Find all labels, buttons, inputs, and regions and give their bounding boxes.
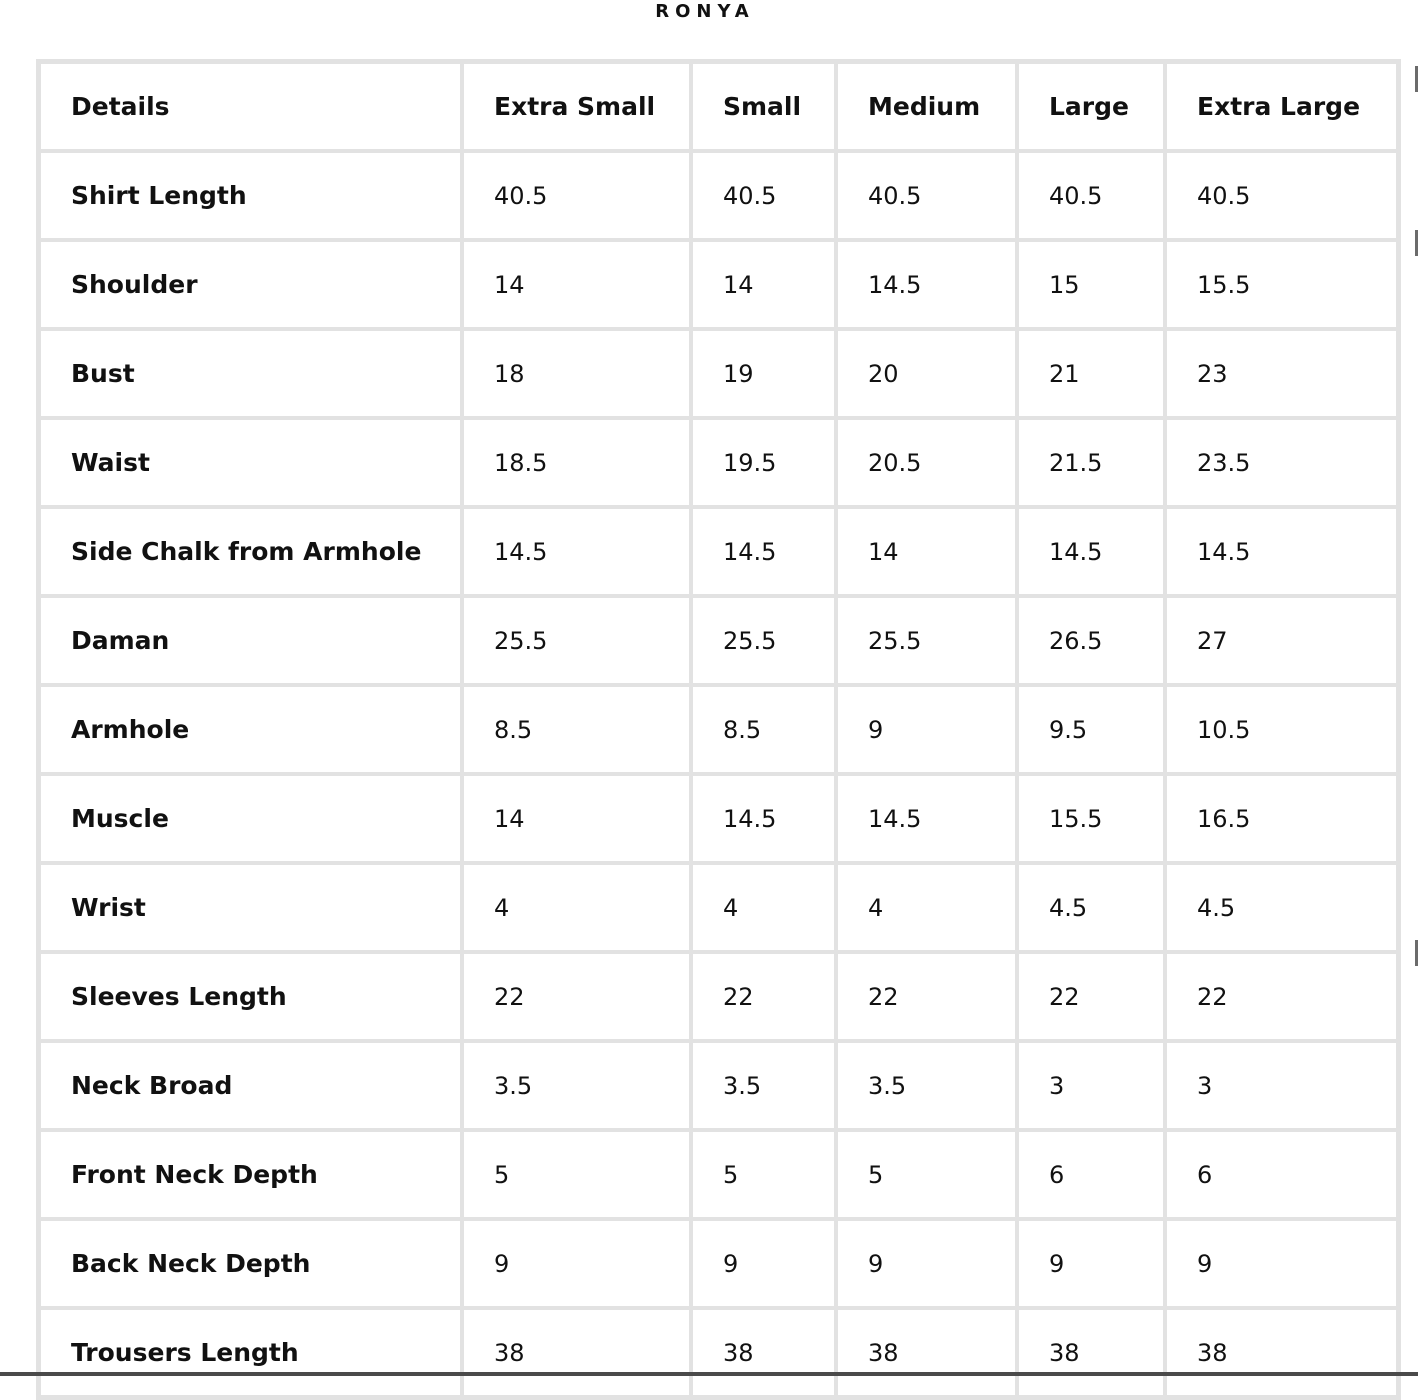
table-cell: 6 xyxy=(1167,1132,1396,1217)
table-cell: 14.5 xyxy=(464,509,689,594)
table-cell: 25.5 xyxy=(838,598,1015,683)
row-label: Daman xyxy=(41,598,460,683)
column-header-extra-large: Extra Large xyxy=(1167,64,1396,149)
table-row xyxy=(41,1043,1396,1128)
table-cell: 25.5 xyxy=(693,598,834,683)
table-cell: 14 xyxy=(693,242,834,327)
table-cell: 4.5 xyxy=(1019,865,1163,950)
table-cell: 9.5 xyxy=(1019,687,1163,772)
table-cell: 38 xyxy=(464,1310,689,1395)
row-label: Shoulder xyxy=(41,242,460,327)
table-cell: 23 xyxy=(1167,331,1396,416)
table-cell: 3 xyxy=(1167,1043,1396,1128)
table-row xyxy=(41,687,1396,772)
table-cell: 8.5 xyxy=(693,687,834,772)
table-cell: 14.5 xyxy=(838,776,1015,861)
table-cell: 3 xyxy=(1019,1043,1163,1128)
table-cell: 9 xyxy=(1019,1221,1163,1306)
table-cell: 40.5 xyxy=(693,153,834,238)
row-label: Neck Broad xyxy=(41,1043,460,1128)
table-cell: 15.5 xyxy=(1019,776,1163,861)
table-cell: 9 xyxy=(1167,1221,1396,1306)
table-cell: 5 xyxy=(693,1132,834,1217)
row-label: Shirt Length xyxy=(41,153,460,238)
row-label: Muscle xyxy=(41,776,460,861)
table-cell: 14.5 xyxy=(1019,509,1163,594)
table-row xyxy=(41,153,1396,238)
table-cell: 9 xyxy=(838,687,1015,772)
size-chart xyxy=(36,59,1376,1400)
table-cell: 22 xyxy=(1167,954,1396,1039)
table-cell: 22 xyxy=(1019,954,1163,1039)
table-row xyxy=(41,242,1396,327)
table-cell: 40.5 xyxy=(838,153,1015,238)
table-cell: 40.5 xyxy=(1019,153,1163,238)
table-cell: 9 xyxy=(838,1221,1015,1306)
table-cell: 40.5 xyxy=(1167,153,1396,238)
table-cell: 9 xyxy=(464,1221,689,1306)
window-bottom-edge xyxy=(0,1372,1418,1376)
table-row xyxy=(41,865,1396,950)
table-row xyxy=(41,1132,1396,1217)
table-cell: 14.5 xyxy=(693,776,834,861)
table-row xyxy=(41,420,1396,505)
table-cell: 20 xyxy=(838,331,1015,416)
row-label: Waist xyxy=(41,420,460,505)
table-cell: 18.5 xyxy=(464,420,689,505)
table-cell: 22 xyxy=(464,954,689,1039)
column-header-medium: Medium xyxy=(838,64,1015,149)
table-cell: 9 xyxy=(693,1221,834,1306)
table-cell: 22 xyxy=(838,954,1015,1039)
table-cell: 40.5 xyxy=(464,153,689,238)
table-cell: 15.5 xyxy=(1167,242,1396,327)
row-label: Front Neck Depth xyxy=(41,1132,460,1217)
column-header-details: Details xyxy=(41,64,460,149)
table-cell: 19.5 xyxy=(693,420,834,505)
row-label: Back Neck Depth xyxy=(41,1221,460,1306)
brand-logo: RONYA xyxy=(655,1,755,22)
table-row xyxy=(41,509,1396,594)
table-cell: 23.5 xyxy=(1167,420,1396,505)
table-cell: 3.5 xyxy=(838,1043,1015,1128)
table-cell: 26.5 xyxy=(1019,598,1163,683)
table-cell: 14 xyxy=(838,509,1015,594)
table-row xyxy=(41,776,1396,861)
table-cell: 14 xyxy=(464,776,689,861)
table-cell: 22 xyxy=(693,954,834,1039)
table-row xyxy=(41,1310,1396,1395)
table-cell: 4.5 xyxy=(1167,865,1396,950)
table-cell: 14.5 xyxy=(838,242,1015,327)
table-cell: 15 xyxy=(1019,242,1163,327)
table-row xyxy=(41,331,1396,416)
table-cell: 38 xyxy=(1019,1310,1163,1395)
table-cell: 19 xyxy=(693,331,834,416)
header-row xyxy=(41,64,1396,149)
table-row xyxy=(41,598,1396,683)
table-cell: 18 xyxy=(464,331,689,416)
table-cell: 38 xyxy=(838,1310,1015,1395)
table-cell: 6 xyxy=(1019,1132,1163,1217)
row-label: Bust xyxy=(41,331,460,416)
table-cell: 25.5 xyxy=(464,598,689,683)
table-cell: 38 xyxy=(693,1310,834,1395)
table-cell: 14.5 xyxy=(693,509,834,594)
table-cell: 3.5 xyxy=(693,1043,834,1128)
row-label: Armhole xyxy=(41,687,460,772)
table-cell: 3.5 xyxy=(464,1043,689,1128)
window-right-edge xyxy=(1414,0,1418,1376)
table-cell: 14 xyxy=(464,242,689,327)
column-header-large: Large xyxy=(1019,64,1163,149)
table-cell: 27 xyxy=(1167,598,1396,683)
table-cell: 8.5 xyxy=(464,687,689,772)
table-row xyxy=(41,1221,1396,1306)
row-label: Side Chalk from Armhole xyxy=(41,509,460,594)
table-cell: 14.5 xyxy=(1167,509,1396,594)
row-label: Wrist xyxy=(41,865,460,950)
table-cell: 4 xyxy=(838,865,1015,950)
table-cell: 5 xyxy=(464,1132,689,1217)
row-label: Sleeves Length xyxy=(41,954,460,1039)
table-cell: 21 xyxy=(1019,331,1163,416)
column-header-extra-small: Extra Small xyxy=(464,64,689,149)
row-label: Trousers Length xyxy=(41,1310,460,1395)
table-cell: 21.5 xyxy=(1019,420,1163,505)
table-cell: 4 xyxy=(464,865,689,950)
table-cell: 10.5 xyxy=(1167,687,1396,772)
column-header-small: Small xyxy=(693,64,834,149)
table-cell: 38 xyxy=(1167,1310,1396,1395)
table-cell: 4 xyxy=(693,865,834,950)
size-chart-table xyxy=(36,59,1401,1400)
table-row xyxy=(41,954,1396,1039)
table-cell: 16.5 xyxy=(1167,776,1396,861)
table-cell: 5 xyxy=(838,1132,1015,1217)
table-cell: 20.5 xyxy=(838,420,1015,505)
